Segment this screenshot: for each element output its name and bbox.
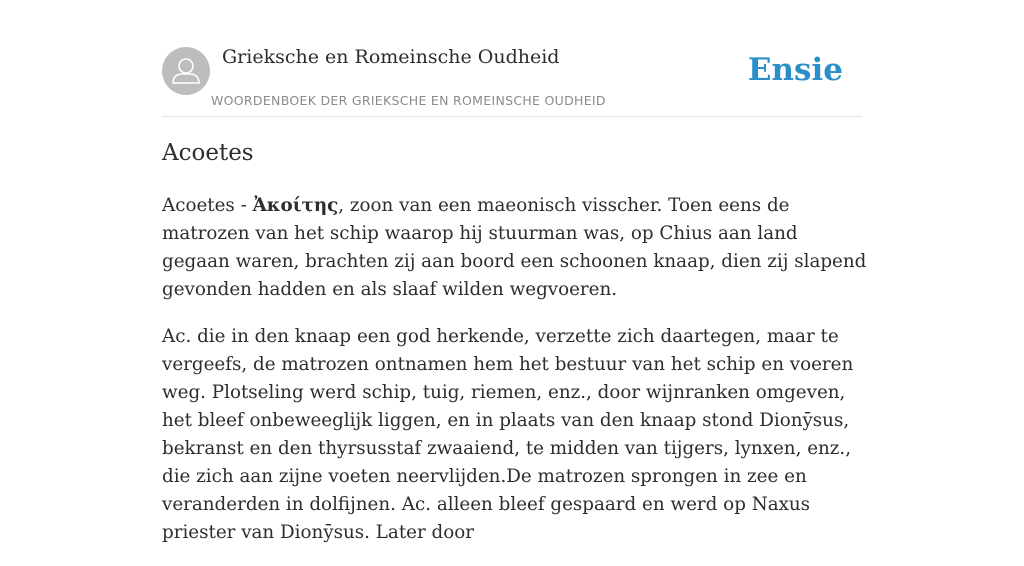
greek-term: Ἀκοίτης — [252, 195, 339, 216]
site-subtitle: WOORDENBOEK DER GRIEKSCHE EN ROMEINSCHE OUDHEID — [211, 93, 606, 108]
user-avatar-icon[interactable] — [162, 47, 210, 95]
site-title[interactable]: Grieksche en Romeinsche Oudheid — [222, 46, 560, 68]
brand-logo-link[interactable]: Ensie — [747, 52, 843, 88]
entry-paragraph — [162, 192, 867, 304]
entry-body — [162, 192, 867, 566]
page — [162, 0, 867, 543]
site-header — [162, 0, 862, 117]
entry-paragraph: Ac. die in den knaap een god herkende, verzette zich daartegen, maar te vergeefs, de matrozen ontnamen hem het bestuur van het schip en voeren weg. Plotseling werd schip, tuig, riemen, enz., door wijnranken omgeven, het bleef onbeweeglijk liggen, en in plaats van den knaap stond Dionȳsus, bekranst en den thyrsusstaf zwaaiend, te midden van tijgers, lynxen, enz., die zich aan zijne voeten neervlijden.De matrozen sprongen in zee en veranderden in dolfijnen. Ac. alleen bleef gespaard en werd op Naxus priester van Dionȳsus. Later door — [162, 326, 854, 543]
entry-paragraph-text: , zoon van een maeonisch visscher. Toen eens de matrozen van het schip waarop hij stuurman was, op Chius aan land gegaan waren, brachten zij aan boord een schoonen knaap, dien zij slapend gevonden hadden en als slaaf wilden wegvoeren. — [162, 195, 867, 300]
entry-prefix: Acoetes - — [162, 195, 253, 216]
entry-title: Acoetes — [162, 140, 254, 166]
